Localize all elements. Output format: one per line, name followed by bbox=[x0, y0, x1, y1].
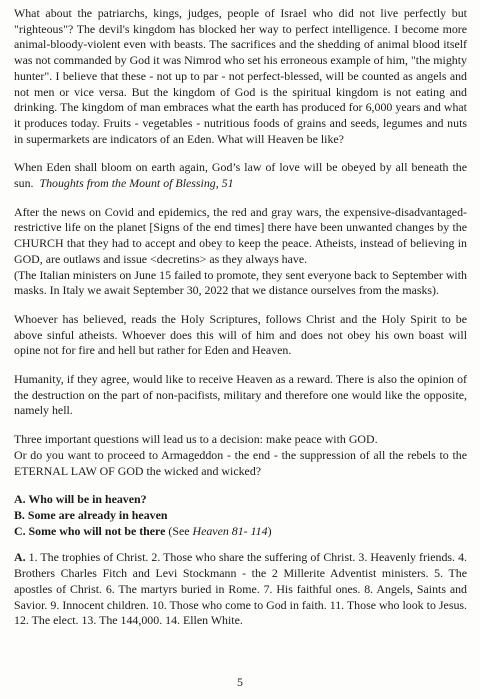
quote-text: When Eden shall bloom on earth again, God’s law of love will be obeyed by all beneath the sun. bbox=[14, 160, 467, 191]
paragraph-believers: Whoever has believed, reads the Holy Scriptures, follows Christ and the Holy Spirit to be above sinful atheists. Whoever does this will of him and does not obey his own boast will opine not for fire and hell but rather for Eden and Heaven. bbox=[14, 311, 467, 358]
paragraph-three-questions: Three important questions will lead us to a decision: make peace with GOD. bbox=[14, 432, 378, 447]
question-a-text: A. Who will be in heaven? bbox=[14, 492, 147, 507]
question-b bbox=[14, 508, 467, 524]
paragraph-armageddon: Or do you want to proceed to Armageddon - the end - the suppression of all the rebels to the ETERNAL LAW OF GOD the wicked and wicked? bbox=[14, 447, 467, 478]
paragraph-eden-quote bbox=[14, 160, 467, 191]
question-a bbox=[14, 492, 467, 508]
paragraph-italian-ministers: (The Italian ministers on June 15 failed to promote, they sent everyone back to September with masks. In Italy we await September 30, 2022 that we distance ourselves from the masks). bbox=[14, 267, 467, 298]
answer-a-text: 1. The trophies of Christ. 2. Those who share the suffering of Christ. 3. Heavenly friends. 4. Brothers Charles Fitch and Levi Stockmann - the 2 Millerite Adventist ministers. 5. The apostles of Christ. 6. The martyrs buried in Rome. 7. His faithful ones. 8. Angels, Saints and Savior. 9. Innocent children. 10. Those who come to God in faith. 11. Those who look to Jesus. 12. The elect. 13. The 144,000. 14. Ellen White. bbox=[14, 550, 468, 628]
question-c-text: C. Some who will not be there bbox=[14, 523, 166, 538]
page-number: 5 bbox=[237, 675, 243, 689]
quote-reference: Thoughts from the Mount of Blessing, 51 bbox=[39, 176, 234, 191]
question-c bbox=[14, 524, 467, 540]
answer-a-label: A. bbox=[14, 550, 26, 565]
question-b-text: B. Some are already in heaven bbox=[14, 507, 168, 522]
question-c-open: (See bbox=[168, 523, 190, 538]
paragraph-covid: After the news on Covid and epidemics, the red and gray wars, the expensive-disadvantaged-restrictive life on the planet [Signs of the end times] there have been unwanted changes by the CHURCH that they had to accept and obey to keep the peace. Atheists, instead of believing in GOD, are outlaws and issue <decretins> as they always have. bbox=[14, 204, 467, 266]
question-c-close: ) bbox=[267, 523, 272, 538]
paragraph-patriarchs: What about the patriarchs, kings, judges, people of Israel who did not live perfectly but "righteous"? The devil's kingdom has blocked her way to perfect intelligence. I become more animal-bloody-violent even with beasts. The sacrifices and the shedding of animal blood itself was not commanded by God it was Nimrod who set his erroneous example of him, "the mighty hunter". I believe that these - not up to par - not perfect-blessed, will be counted as angels and not men or vice versa. But the kingdom of God is the spiritual kingdom is not eating and drinking. The kingdom of man embraces what the earth has produced for 6,000 years and what it produces today. Fruits - vegetables - nutritious foods of grains and seeds, legumes and nuts in supermarkets are indicators of an Eden. What will Heaven be like? bbox=[14, 6, 467, 146]
paragraph-answer-a bbox=[14, 550, 467, 629]
question-c-reference: Heaven 81- 114 bbox=[192, 523, 268, 538]
paragraph-humanity: Humanity, if they agree, would like to receive Heaven as a reward. There is also the opinion of the destruction on the part of non-pacifists, military and therefore one would like the opposite, namely hell. bbox=[14, 372, 467, 418]
